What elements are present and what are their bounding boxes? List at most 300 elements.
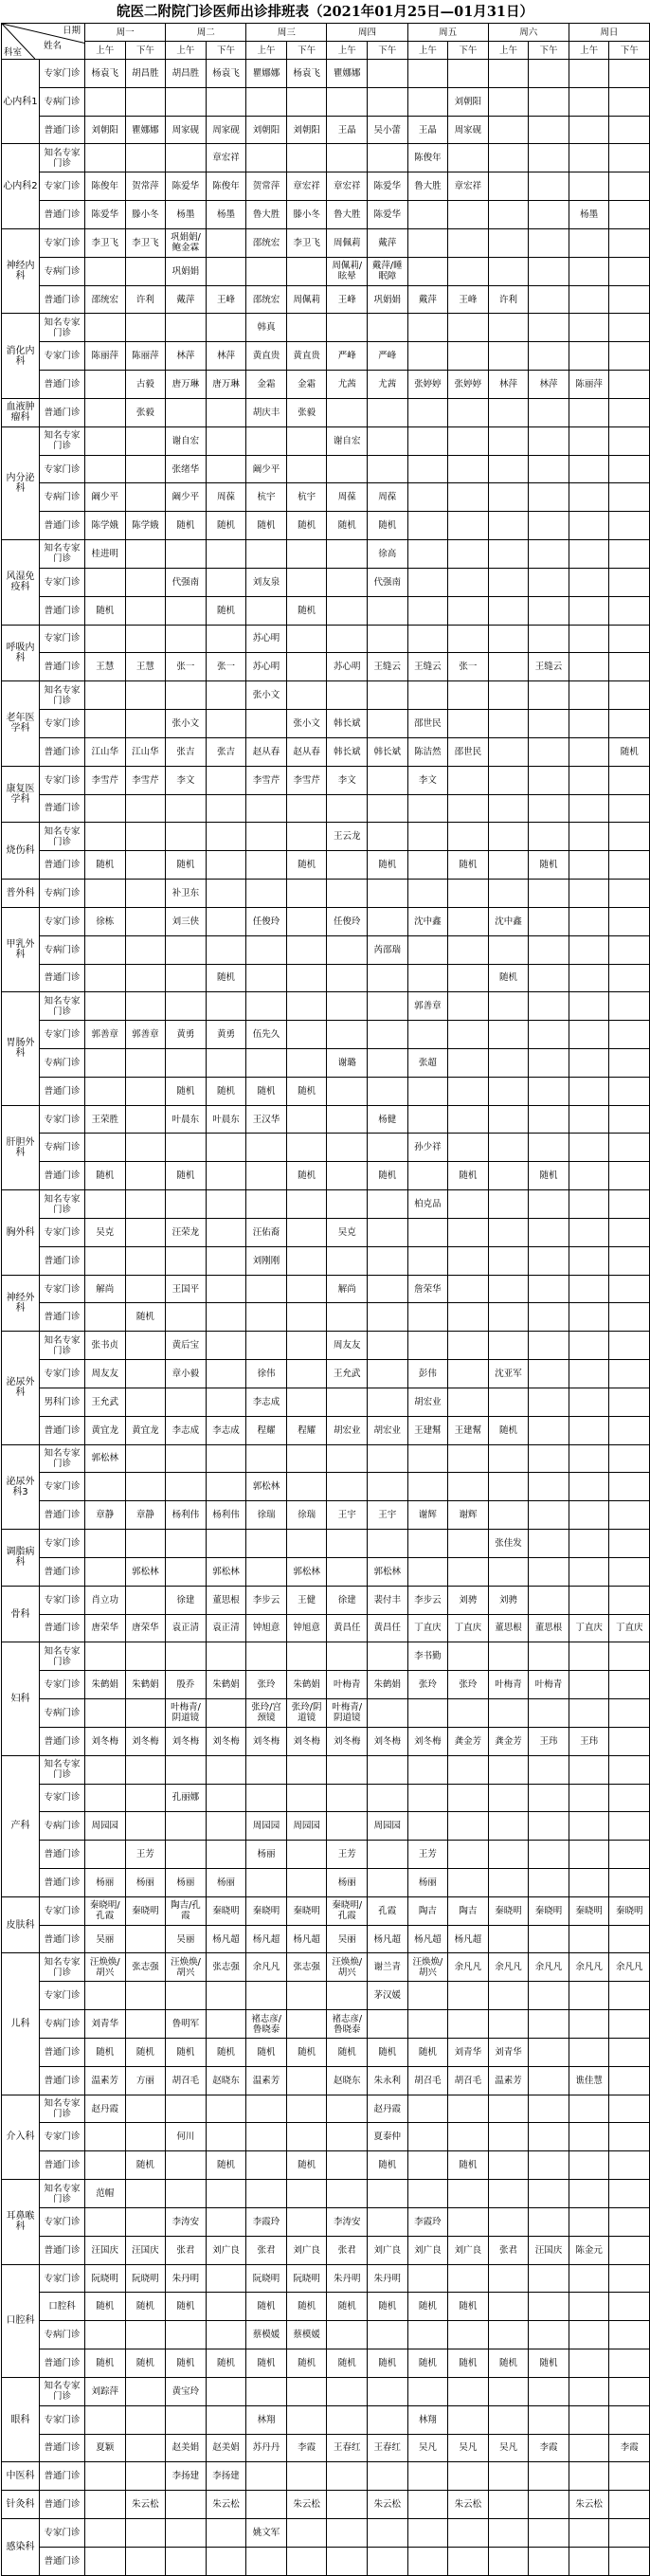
schedule-cell (286, 880, 327, 908)
schedule-cell (367, 1218, 407, 1246)
schedule-cell (367, 2095, 407, 2123)
schedule-cell (327, 2349, 368, 2378)
doctor-name: 随机 (459, 860, 478, 871)
schedule-cell (407, 1812, 448, 1841)
schedule-cell (609, 1246, 650, 1275)
schedule-cell (286, 681, 327, 710)
schedule-cell (125, 568, 166, 596)
schedule-cell (448, 1784, 489, 1812)
day-header: 周五 (407, 24, 488, 42)
schedule-cell (206, 2095, 246, 2123)
schedule-cell (206, 625, 246, 653)
schedule-cell (529, 1077, 569, 1105)
schedule-cell (206, 540, 246, 569)
doctor-name: 李雪芹 (132, 774, 159, 786)
doctor-name: 李扬建 (212, 2471, 240, 2482)
schedule-cell (367, 737, 407, 766)
schedule-cell (85, 172, 126, 201)
schedule-cell (246, 2180, 287, 2208)
schedule-cell (609, 1444, 650, 1473)
doctor-name: 黄宜龙 (91, 1424, 119, 1436)
doctor-name: 朱鹤娟 (293, 1679, 320, 1691)
doctor-name: 贺常萍 (132, 181, 159, 192)
schedule-cell (609, 426, 650, 455)
schedule-cell (327, 455, 368, 483)
schedule-cell (246, 1473, 287, 1501)
schedule-cell (569, 2010, 609, 2039)
clinic-type-label: 专家门诊 (40, 2264, 85, 2293)
schedule-cell (529, 483, 569, 512)
day-header: 周三 (246, 24, 327, 42)
schedule-cell (206, 1671, 246, 1699)
clinic-type-label: 专病门诊 (40, 2010, 85, 2039)
schedule-cell (286, 992, 327, 1021)
schedule-cell (367, 653, 407, 681)
doctor-name: 随机 (176, 2357, 195, 2368)
schedule-cell (569, 1134, 609, 1162)
table-row (2, 964, 650, 992)
schedule-cell (407, 87, 448, 116)
schedule-cell (407, 2151, 448, 2180)
schedule-cell (206, 653, 246, 681)
schedule-cell (569, 2151, 609, 2180)
clinic-type-label: 普通门诊 (40, 116, 85, 144)
clinic-type-label: 知名专家门诊 (40, 2377, 85, 2405)
schedule-cell (609, 1530, 650, 1558)
schedule-cell (166, 1162, 207, 1190)
schedule-cell (166, 342, 207, 371)
clinic-type-label: 口腔科 (40, 2293, 85, 2321)
schedule-cell (246, 964, 287, 992)
schedule-cell (206, 1048, 246, 1077)
schedule-cell (206, 1134, 246, 1162)
doctor-name: 周葆 (378, 492, 397, 503)
doctor-name: 随机 (378, 2046, 397, 2058)
department-name: 泌尿外科3 (2, 1444, 40, 1529)
schedule-cell (407, 2180, 448, 2208)
schedule-cell (125, 144, 166, 172)
schedule-cell (286, 1388, 327, 1416)
doctor-name: 汪焕焕/胡兴 (332, 1956, 363, 1978)
table-row (2, 2293, 650, 2321)
schedule-cell (367, 2010, 407, 2039)
schedule-cell (206, 1812, 246, 1841)
schedule-cell (569, 2377, 609, 2405)
schedule-cell (407, 1727, 448, 1755)
schedule-cell (166, 1246, 207, 1275)
schedule-cell (407, 228, 448, 257)
table-row (2, 1841, 650, 1869)
doctor-name: 刘骋 (459, 1594, 478, 1605)
schedule-cell (166, 653, 207, 681)
schedule-cell (488, 1727, 529, 1755)
schedule-cell (206, 371, 246, 399)
schedule-cell (569, 596, 609, 625)
schedule-cell (286, 2434, 327, 2462)
schedule-cell (125, 398, 166, 426)
clinic-type-label: 专病门诊 (40, 1048, 85, 1077)
schedule-cell (125, 596, 166, 625)
schedule-cell (125, 851, 166, 880)
doctor-name: 朱云松 (373, 2499, 402, 2511)
doctor-name: 董思根 (534, 1623, 563, 1634)
clinic-type-label: 知名专家门诊 (40, 823, 85, 851)
schedule-cell (569, 1896, 609, 1925)
schedule-cell (246, 2207, 287, 2236)
schedule-cell (286, 144, 327, 172)
doctor-name: 李霞 (620, 2442, 639, 2454)
clinic-type-label: 普通门诊 (40, 1557, 85, 1586)
schedule-cell (488, 1444, 529, 1473)
doctor-name: 王允武 (333, 1369, 361, 1379)
schedule-cell (367, 2321, 407, 2349)
schedule-cell (529, 1953, 569, 1982)
schedule-cell (327, 1444, 368, 1473)
schedule-cell (609, 1275, 650, 1303)
schedule-cell (327, 823, 368, 851)
table-row (2, 1530, 650, 1558)
doctor-name: 郭松林 (91, 1453, 119, 1464)
schedule-cell (448, 1501, 489, 1530)
schedule-cell (448, 1416, 489, 1444)
schedule-cell (367, 1416, 407, 1444)
schedule-cell (569, 1218, 609, 1246)
doctor-name: 徐伟 (257, 1369, 276, 1379)
schedule-cell (529, 2236, 569, 2264)
schedule-cell (569, 1557, 609, 1586)
doctor-name: 胡召毛 (414, 2075, 442, 2086)
schedule-cell (448, 737, 489, 766)
schedule-cell (488, 1530, 529, 1558)
schedule-cell (569, 2491, 609, 2519)
schedule-cell (327, 2377, 368, 2405)
table-row (2, 681, 650, 710)
schedule-cell (367, 2066, 407, 2095)
schedule-cell (569, 2547, 609, 2575)
doctor-name: 王春红 (333, 2442, 361, 2454)
schedule-cell (448, 2519, 489, 2548)
schedule-cell (367, 568, 407, 596)
schedule-cell (286, 398, 327, 426)
table-row (2, 2180, 650, 2208)
doctor-name: 解尚 (337, 1283, 356, 1295)
table-row (2, 1896, 650, 1925)
schedule-cell (367, 766, 407, 794)
schedule-cell (407, 1642, 448, 1671)
schedule-cell (85, 596, 126, 625)
schedule-cell (246, 1501, 287, 1530)
doctor-name: 杨凡超 (414, 1933, 442, 1945)
schedule-cell (85, 1303, 126, 1332)
schedule-cell (125, 710, 166, 738)
schedule-cell (85, 1671, 126, 1699)
schedule-cell (85, 540, 126, 569)
schedule-cell (327, 285, 368, 314)
schedule-cell (166, 2519, 207, 2548)
department-name: 心内科1 (2, 60, 40, 144)
schedule-cell (85, 1727, 126, 1755)
schedule-cell (246, 426, 287, 455)
day-header: 周日 (569, 24, 649, 42)
schedule-cell (448, 1105, 489, 1134)
schedule-cell (327, 2095, 368, 2123)
schedule-cell (609, 1784, 650, 1812)
table-row (2, 1925, 650, 1953)
table-row (2, 1614, 650, 1642)
schedule-cell (448, 257, 489, 285)
doctor-name: 程耀 (257, 1424, 276, 1436)
schedule-cell (286, 710, 327, 738)
schedule-cell (609, 1755, 650, 1784)
schedule-cell (367, 1869, 407, 1897)
clinic-type-label: 普通门诊 (40, 2236, 85, 2264)
schedule-cell (407, 2264, 448, 2293)
doctor-name: 刘冬梅 (373, 1735, 402, 1747)
doctor-name: 杨丽 (337, 1877, 356, 1888)
schedule-cell (286, 172, 327, 201)
schedule-cell (125, 880, 166, 908)
schedule-cell (166, 2151, 207, 2180)
table-row (2, 1303, 650, 1332)
doctor-name: 叶梅青 (333, 1679, 361, 1691)
schedule-cell (327, 880, 368, 908)
schedule-cell (166, 285, 207, 314)
table-row (2, 2434, 650, 2462)
schedule-cell (166, 2321, 207, 2349)
schedule-cell (125, 314, 166, 342)
department-name: 消化内科 (2, 314, 40, 398)
schedule-cell (448, 144, 489, 172)
schedule-cell (448, 2434, 489, 2462)
schedule-cell (206, 1473, 246, 1501)
schedule-cell (166, 1303, 207, 1332)
schedule-cell (206, 1982, 246, 2010)
schedule-cell (166, 1557, 207, 1586)
schedule-cell (488, 1896, 529, 1925)
clinic-type-label: 普通门诊 (40, 1925, 85, 1953)
doctor-name: 林萍 (498, 379, 517, 390)
schedule-cell (286, 342, 327, 371)
schedule-cell (367, 1332, 407, 1360)
doctor-name: 刘冬梅 (414, 1735, 442, 1747)
schedule-cell (407, 1755, 448, 1784)
doctor-name: 杨健 (378, 1114, 397, 1125)
doctor-name: 徐高 (378, 548, 397, 559)
doctor-name: 张绪华 (172, 463, 200, 475)
schedule-cell (85, 1218, 126, 1246)
doctor-name: 叶梅青 (534, 1679, 563, 1691)
doctor-name: 江山华 (91, 746, 119, 757)
doctor-name: 周园园 (293, 1821, 320, 1832)
table-row (2, 2123, 650, 2151)
schedule-cell (166, 737, 207, 766)
schedule-cell (569, 398, 609, 426)
schedule-cell (488, 257, 529, 285)
table-row (2, 1557, 650, 1586)
schedule-cell (367, 1841, 407, 1869)
table-row (2, 2405, 650, 2434)
department-name: 心内科2 (2, 144, 40, 228)
schedule-cell (448, 1246, 489, 1275)
schedule-cell (125, 1105, 166, 1134)
doctor-name: 刘冬梅 (293, 1735, 320, 1747)
schedule-cell (327, 1953, 368, 1982)
schedule-cell (488, 540, 529, 569)
department-name: 骨科 (2, 1586, 40, 1642)
schedule-cell (367, 2405, 407, 2434)
schedule-cell (407, 2293, 448, 2321)
doctor-name: 杨墨 (176, 209, 195, 221)
doctor-name: 叶晨东 (172, 1114, 200, 1125)
schedule-cell (529, 823, 569, 851)
doctor-name: 周园园 (91, 1821, 119, 1832)
schedule-cell (407, 483, 448, 512)
schedule-cell (529, 710, 569, 738)
schedule-cell (166, 1755, 207, 1784)
doctor-name: 刘朝阳 (252, 124, 280, 136)
table-row (2, 2207, 650, 2236)
schedule-cell (166, 2377, 207, 2405)
schedule-cell (85, 257, 126, 285)
schedule-cell (569, 116, 609, 144)
schedule-cell (609, 794, 650, 823)
doctor-name: 叶梅青 (495, 1679, 522, 1691)
doctor-name: 巩娟娟/鲍金霖 (171, 232, 201, 254)
schedule-cell (448, 201, 489, 229)
schedule-cell (529, 1614, 569, 1642)
schedule-cell (85, 371, 126, 399)
schedule-cell (166, 2236, 207, 2264)
schedule-cell (569, 710, 609, 738)
doctor-name: 随机 (176, 1170, 195, 1182)
doctor-name: 李步云 (252, 1594, 280, 1605)
doctor-name: 李霞 (298, 2442, 316, 2454)
doctor-name: 钟旭意 (252, 1623, 280, 1634)
schedule-cell (488, 1332, 529, 1360)
schedule-cell (286, 1218, 327, 1246)
schedule-cell (367, 1953, 407, 1982)
schedule-cell (246, 2519, 287, 2548)
schedule-cell (327, 2462, 368, 2491)
schedule-cell (448, 1190, 489, 1219)
schedule-cell (286, 2123, 327, 2151)
doctor-name: 随机 (135, 2160, 154, 2171)
doctor-name: 金霜 (298, 379, 316, 390)
schedule-cell (206, 1105, 246, 1134)
doctor-name: 龚金芳 (495, 1735, 522, 1747)
schedule-cell (529, 737, 569, 766)
table-row (2, 1190, 650, 1219)
doctor-name: 赵丹霞 (373, 2103, 402, 2114)
schedule-cell (166, 681, 207, 710)
schedule-cell (448, 992, 489, 1021)
schedule-cell (407, 285, 448, 314)
schedule-cell (327, 1303, 368, 1332)
schedule-cell (448, 1473, 489, 1501)
clinic-type-label: 专家门诊 (40, 1671, 85, 1699)
doctor-name: 程耀 (298, 1424, 316, 1436)
doctor-name: 唐万琳 (212, 379, 240, 390)
schedule-cell (166, 1671, 207, 1699)
schedule-cell (529, 426, 569, 455)
schedule-cell (529, 2434, 569, 2462)
schedule-cell (609, 1332, 650, 1360)
schedule-cell (367, 371, 407, 399)
doctor-name: 夏泰仲 (373, 2132, 402, 2143)
schedule-cell (125, 1614, 166, 1642)
schedule-cell (166, 371, 207, 399)
schedule-cell (246, 596, 287, 625)
clinic-type-label: 普通门诊 (40, 2491, 85, 2519)
table-row (2, 1021, 650, 1049)
schedule-cell (529, 766, 569, 794)
doctor-name: 尤茜 (378, 379, 397, 390)
schedule-cell (206, 1190, 246, 1219)
schedule-cell (246, 1416, 287, 1444)
schedule-cell (569, 1388, 609, 1416)
doctor-name: 郭松林 (212, 1566, 240, 1577)
schedule-cell (407, 172, 448, 201)
schedule-cell (85, 1190, 126, 1219)
schedule-cell (85, 2038, 126, 2066)
schedule-cell (488, 342, 529, 371)
schedule-cell (448, 398, 489, 426)
schedule-cell (407, 681, 448, 710)
doctor-name: 杨利伟 (172, 1510, 200, 1521)
schedule-cell (85, 1982, 126, 2010)
doctor-name: 秦晓明/孔霞 (89, 1900, 120, 1922)
doctor-name: 王芳 (418, 1849, 437, 1860)
schedule-cell (488, 1105, 529, 1134)
schedule-cell (367, 1557, 407, 1586)
schedule-cell (609, 710, 650, 738)
doctor-name: 苏丹丹 (252, 2442, 280, 2454)
doctor-name: 杨丽 (135, 1877, 154, 1888)
schedule-cell (327, 653, 368, 681)
table-row (2, 2095, 650, 2123)
doctor-name: 胡宏业 (333, 1424, 361, 1436)
corner-dept-label: 科室 (4, 47, 23, 58)
schedule-cell (85, 1812, 126, 1841)
header-row-halves (2, 42, 650, 60)
schedule-cell (448, 1021, 489, 1049)
schedule-cell (125, 2491, 166, 2519)
doctor-name: 刘冬梅 (212, 1735, 240, 1747)
schedule-cell (407, 426, 448, 455)
doctor-name: 赵从春 (252, 746, 280, 757)
doctor-name: 随机 (459, 2301, 478, 2313)
schedule-cell (125, 455, 166, 483)
schedule-cell (85, 2349, 126, 2378)
schedule-cell (206, 1416, 246, 1444)
doctor-name: 代强南 (172, 576, 200, 588)
department-name: 妇科 (2, 1642, 40, 1755)
schedule-cell (206, 144, 246, 172)
table-row (2, 823, 650, 851)
schedule-cell (569, 851, 609, 880)
schedule-cell (206, 1642, 246, 1671)
clinic-type-label: 普通门诊 (40, 1162, 85, 1190)
schedule-cell (529, 2349, 569, 2378)
doctor-name: 周园园 (252, 1821, 280, 1832)
schedule-cell (206, 285, 246, 314)
schedule-cell (488, 2236, 529, 2264)
schedule-cell (125, 1246, 166, 1275)
schedule-cell (166, 1642, 207, 1671)
schedule-cell (246, 1784, 287, 1812)
schedule-cell (246, 737, 287, 766)
schedule-cell (488, 1162, 529, 1190)
